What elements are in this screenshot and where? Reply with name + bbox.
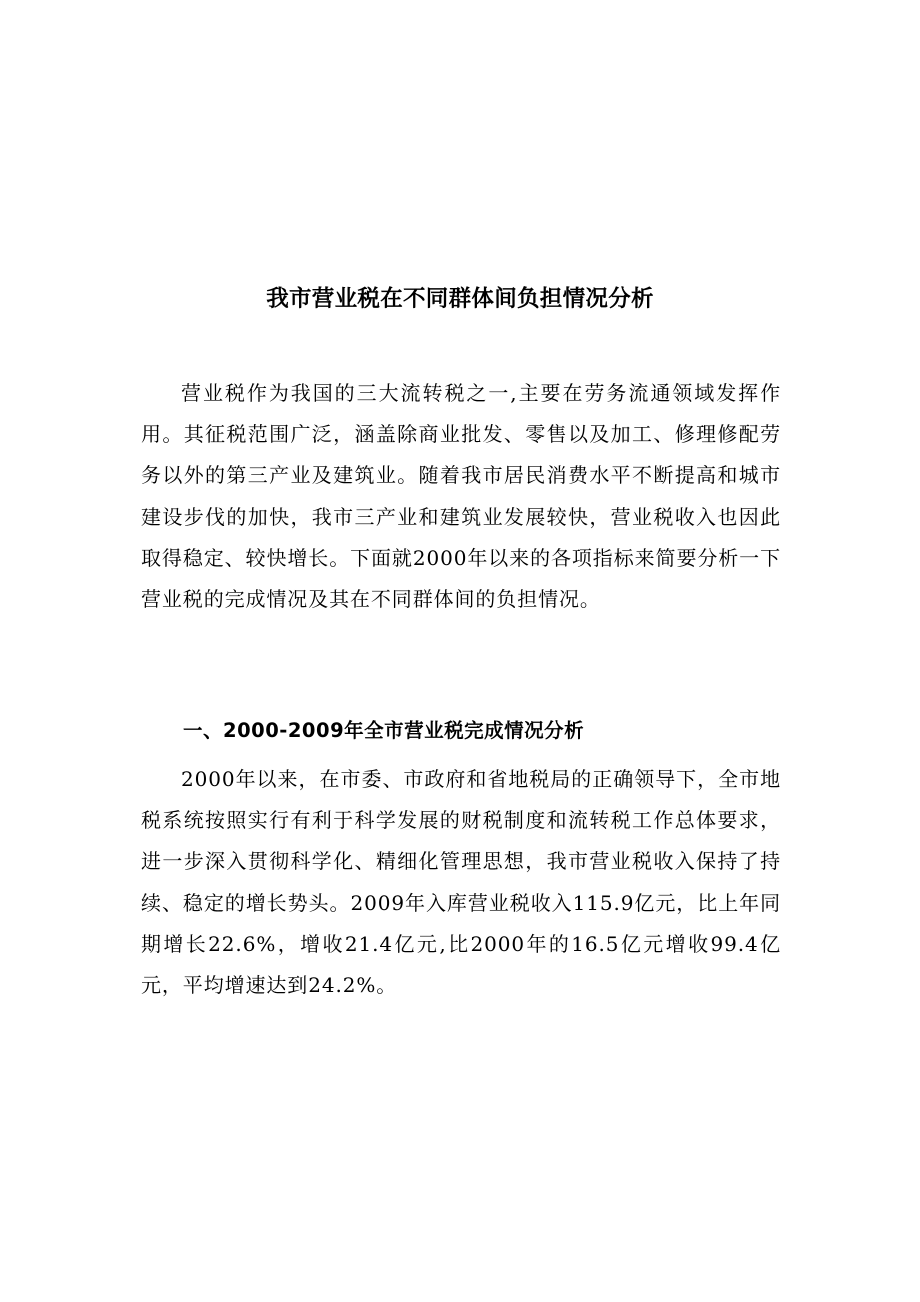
intro-paragraph: 营业税作为我国的三大流转税之一,主要在劳务流通领域发挥作用。其征税范围广泛，涵盖除商业批发、零售以及加工、修理修配劳务以外的第三产业及建筑业。随着我市居民消费水平不断提高和城市建设步伐的加快，我市三产业和建筑业发展较快，营业税收入也因此取得稳定、较快增长。下面就2000年以来的各项指标来简要分析一下营业税的完成情况及其在不同群体间的负担情况。 [141, 381, 781, 612]
section-1-paragraph: 2000年以来，在市委、市政府和省地税局的正确领导下，全市地税系统按照实行有利于科学发展的财税制度和流转税工作总体要求，进一步深入贯彻科学化、精细化管理思想，我市营业税收入保持了持续、稳定的增长势头。2009年入库营业税收入115.9亿元，比上年同期增长22.6%，增收21.4亿元,比2000年的16.5亿元增收99.4亿元，平均增速达到24.2%。 [141, 767, 781, 998]
section-heading-1: 一、2000-2009年全市营业税完成情况分析 [183, 719, 585, 742]
document-title: 我市营业税在不同群体间负担情况分析 [266, 286, 654, 312]
